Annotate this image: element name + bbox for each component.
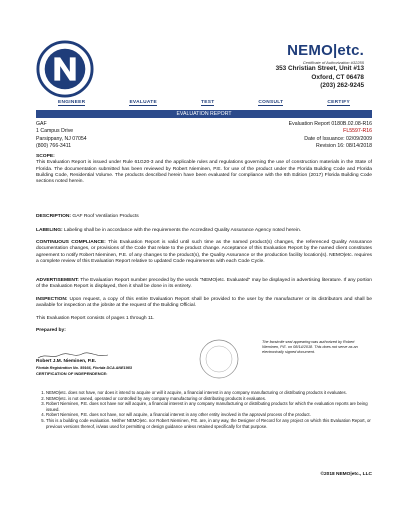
inspection-text: Upon request, a copy of this entire Evaluation Report shall be provided to the user by the manufacturer or its distributors and shall be available for inspection at the jobsite at the request of the Building Official. (36, 297, 372, 309)
disclosure-item: 3. Robert Nieminen, P.E. does not have nor will acquire, a financial interest in any company manufacturing or distributing products for which the evaluation reports are being issued. (46, 401, 372, 412)
disclosure-item: 4. Robert Nieminen, P.E. does not have, nor will acquire, a financial interest in any other entity involved in the approval process of the product. (46, 412, 372, 418)
continuous-compliance-section (36, 240, 372, 265)
scope-text: This Evaluation Report is issued under Rule 61G20-3 and the applicable rules and regulations governing the use of construction materials in the State of Florida. The documentation submitted has been reviewed by Robert Nieminen, P.E. for use of the product under the Florida Building Code and Florida Building Code, Residential Volume. The products described herein have been evaluated for compliance with the 6th Edition (2017) Florida Building Code sections noted herein. (36, 160, 372, 185)
footer-copyright: ©2018 NEMO|etc., LLC (320, 472, 372, 477)
disclosure-item: 5. This is a building code evaluation. Neither NEMO|etc. nor Robert Nieminen, P.E. are, in any way, the Designer of Record for any project on which this Evaluation Report, or previous versions thereof, is/was used for permitting or design guidance unless retained specifically for that purpose. (46, 418, 372, 429)
disclosure-item: 1. NEMO|etc. does not have, nor does it intend to acquire or will it acquire, a financial interest in any company manufacturing or distributing products it evaluates. (46, 390, 372, 396)
nav-evaluate: EVALUATE (129, 100, 157, 105)
description-text: GAF Roof Ventilation Products (72, 214, 139, 219)
seal-note: The facsimile seal appearing was authorized by Robert Nieminen, P.E. on 08/14/2018. This does not serve as an electronically signed document. (262, 340, 358, 354)
report-ids (289, 121, 372, 151)
report-banner: EVALUATION REPORT (36, 110, 372, 118)
scope-section (36, 154, 372, 185)
phone-line: (203) 262-9245 (320, 82, 364, 89)
address-line-2: Oxford, CT 06478 (311, 73, 364, 81)
labeling-section (36, 228, 372, 234)
engineer-license: Florida Registration No. 59166, Florida DCA ANE1983 (36, 366, 132, 370)
fl-number: FL5597-R16 (343, 128, 372, 135)
disclosures-list (36, 390, 372, 429)
nav-engineer: ENGINEER (57, 100, 86, 105)
certificate-line: Certificate of Authorization #32255 (302, 60, 364, 65)
nav-consult: CONSULT (258, 100, 284, 105)
description-section (36, 214, 372, 220)
engineer-seal (198, 338, 240, 380)
advertisement-section (36, 278, 372, 291)
service-nav (36, 98, 372, 108)
prepared-by-label: Prepared by: (36, 328, 66, 333)
issuance-date: Date of Issuance: 02/09/2009 (304, 135, 372, 142)
report-number: Evaluation Report 0180B.02.08-R16 (288, 121, 372, 127)
inspection-section (36, 297, 372, 310)
disclosure-item: 2. NEMO|etc. is not owned, operated or controlled by any company manufacturing or distributing products it evaluates. (46, 396, 372, 402)
labeling-label: LABELING: (36, 228, 63, 233)
address-line-1: 353 Christian Street, Unit #13 (275, 65, 364, 72)
nav-test: TEST (200, 100, 215, 105)
nav-certify: CERTIFY (327, 100, 350, 105)
revision-date: Revision 16: 08/14/2018 (316, 143, 372, 150)
signature-block (36, 359, 132, 377)
client-phone: (800) 766-3411 (36, 143, 72, 150)
continuous-label: CONTINUOUS COMPLIANCE: (36, 240, 106, 245)
client-address-1: 1 Campus Drive (36, 128, 74, 135)
client-block (36, 121, 87, 151)
client-address-2: Parsippany, NJ 07054 (36, 135, 87, 142)
description-label: DESCRIPTION: (36, 214, 72, 219)
inspection-label: INSPECTION: (36, 297, 68, 302)
client-name: GAF (36, 121, 47, 127)
advertisement-label: ADVERTISEMENT: (36, 278, 79, 283)
advertisement-text: The Evaluation Report number preceded by the words "NEMO|etc. Evaluated" may be displayed in advertising literature. If any portion of the Evaluation Report is displayed, then it shall be done in its entirety. (36, 278, 372, 290)
continuous-text: This Evaluation Report is valid until such time as the named product(s) changes, the referenced Quality Assurance documentation changes, or provisions of the Code that relate to the product change. Acceptance of this Evaluation Report by the named client constitutes agreement to notify Robert Nieminen, P.E. of any changes to the product(s), the Quality Assurance or the production facility location(s). NEMO|etc. requires a complete review of this Evaluation Report relative to updated Code requirements with each Code Cycle. (36, 240, 372, 264)
scope-label: SCOPE: (36, 154, 55, 159)
engineer-name: Robert J.M. Nieminen, P.E. (36, 359, 97, 364)
brand-name: NEMO|etc. (287, 42, 364, 59)
brand-block (276, 42, 364, 91)
nemo-logo (36, 40, 94, 98)
disclosure-label: CERTIFICATION OF INDEPENDENCE: (36, 371, 108, 376)
labeling-text: Labeling shall be in accordance with the requirements the Accredited Quality Assurance Agency noted herein. (63, 228, 302, 233)
pages-note: This Evaluation Report consists of pages 1 through 11. (36, 316, 155, 321)
